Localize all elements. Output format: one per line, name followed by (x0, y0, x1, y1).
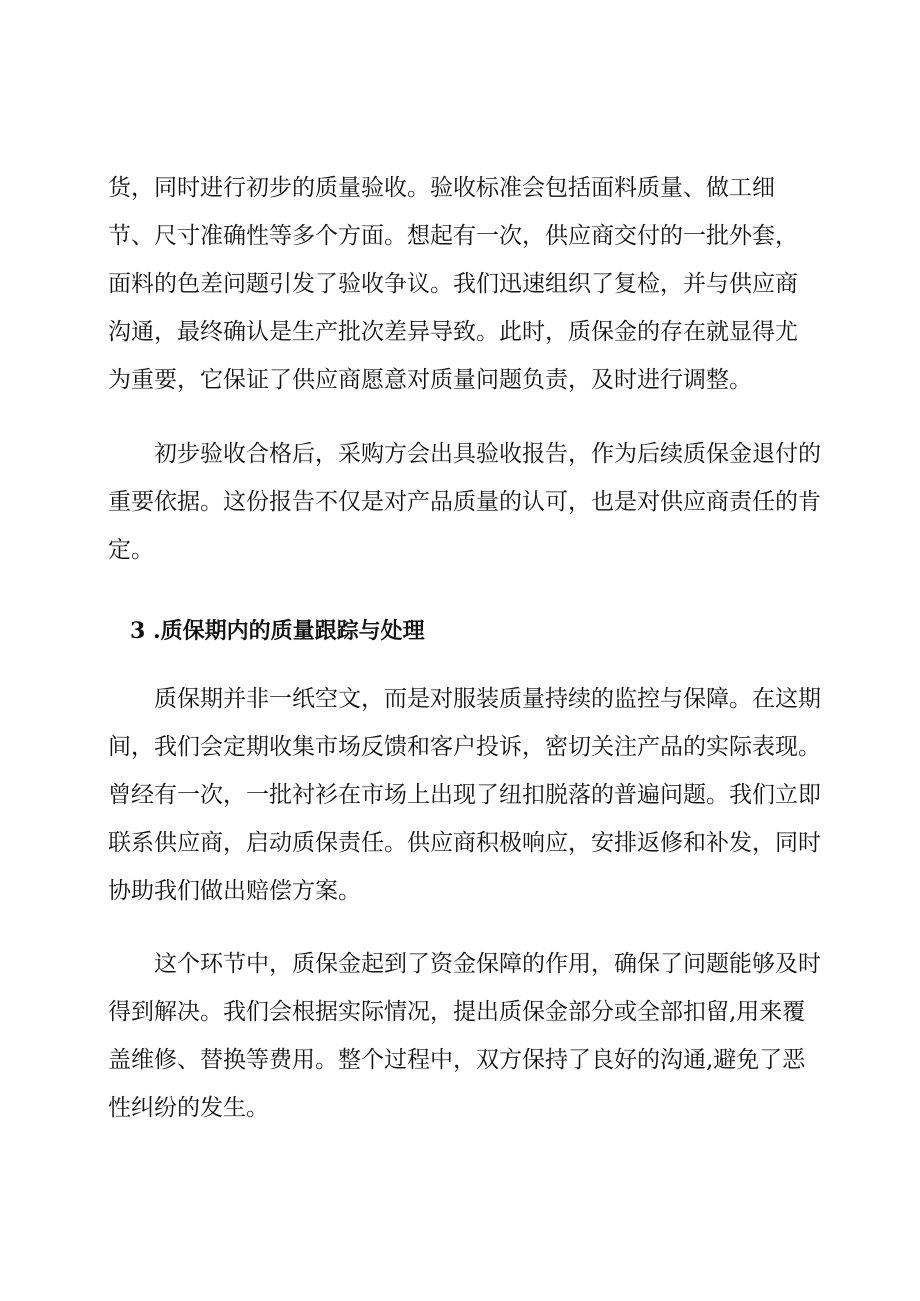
paragraph-line: 为重要，它保证了供应商愿意对质量问题负责，及时进行调整。 (108, 367, 752, 393)
paragraph-acceptance-report (108, 430, 824, 574)
paragraph-line: 得到解决。我们会根据实际情况，提出质保金部分或全部扣留,用来覆 (108, 999, 806, 1025)
paragraph-line: 这个环节中，质保金起到了资金保障的作用，确保了问题能够及时 (154, 951, 821, 977)
paragraph-line: 定。 (108, 537, 154, 563)
paragraph-line: 质保期并非一纸空文，而是对服装质量持续的监控与保障。在这期 (154, 686, 821, 712)
paragraph-line: 货，同时进行初步的质量验收。验收标准会包括面料质量、做工细 (108, 175, 775, 201)
paragraph-line: 联系供应商，启动质保责任。供应商积极响应，安排返修和补发，同时 (108, 830, 821, 856)
paragraph-line: 面料的色差问题引发了验收争议。我们迅速组织了复检，并与供应商 (108, 271, 798, 297)
section-heading: 3 .质保期内的质量跟踪与处理 (130, 618, 425, 644)
paragraph-line: 盖维修、替换等费用。整个过程中，双方保持了良好的沟通,避免了恶 (108, 1047, 806, 1073)
paragraph-warranty-tracking (108, 675, 824, 915)
paragraph-deposit-role (108, 940, 824, 1132)
paragraph-line: 性纠纷的发生。 (108, 1095, 269, 1121)
paragraph-line: 初步验收合格后，采购方会出具验收报告，作为后续质保金退付的 (154, 441, 821, 467)
paragraph-line: 曾经有一次，一批衬衫在市场上出现了纽扣脱落的普遍问题。我们立即 (108, 782, 821, 808)
paragraph-line: 节、尺寸准确性等多个方面。想起有一次，供应商交付的一批外套， (108, 223, 798, 249)
paragraph-line: 沟通，最终确认是生产批次差异导致。此时，质保金的存在就显得尤 (108, 319, 798, 345)
paragraph-line: 间，我们会定期收集市场反馈和客户投诉，密切关注产品的实际表现。 (108, 734, 821, 760)
paragraph-acceptance-dispute (108, 164, 824, 404)
paragraph-line: 重要依据。这份报告不仅是对产品质量的认可，也是对供应商责任的肯 (108, 489, 821, 515)
paragraph-line: 协助我们做出赔偿方案。 (108, 878, 361, 904)
